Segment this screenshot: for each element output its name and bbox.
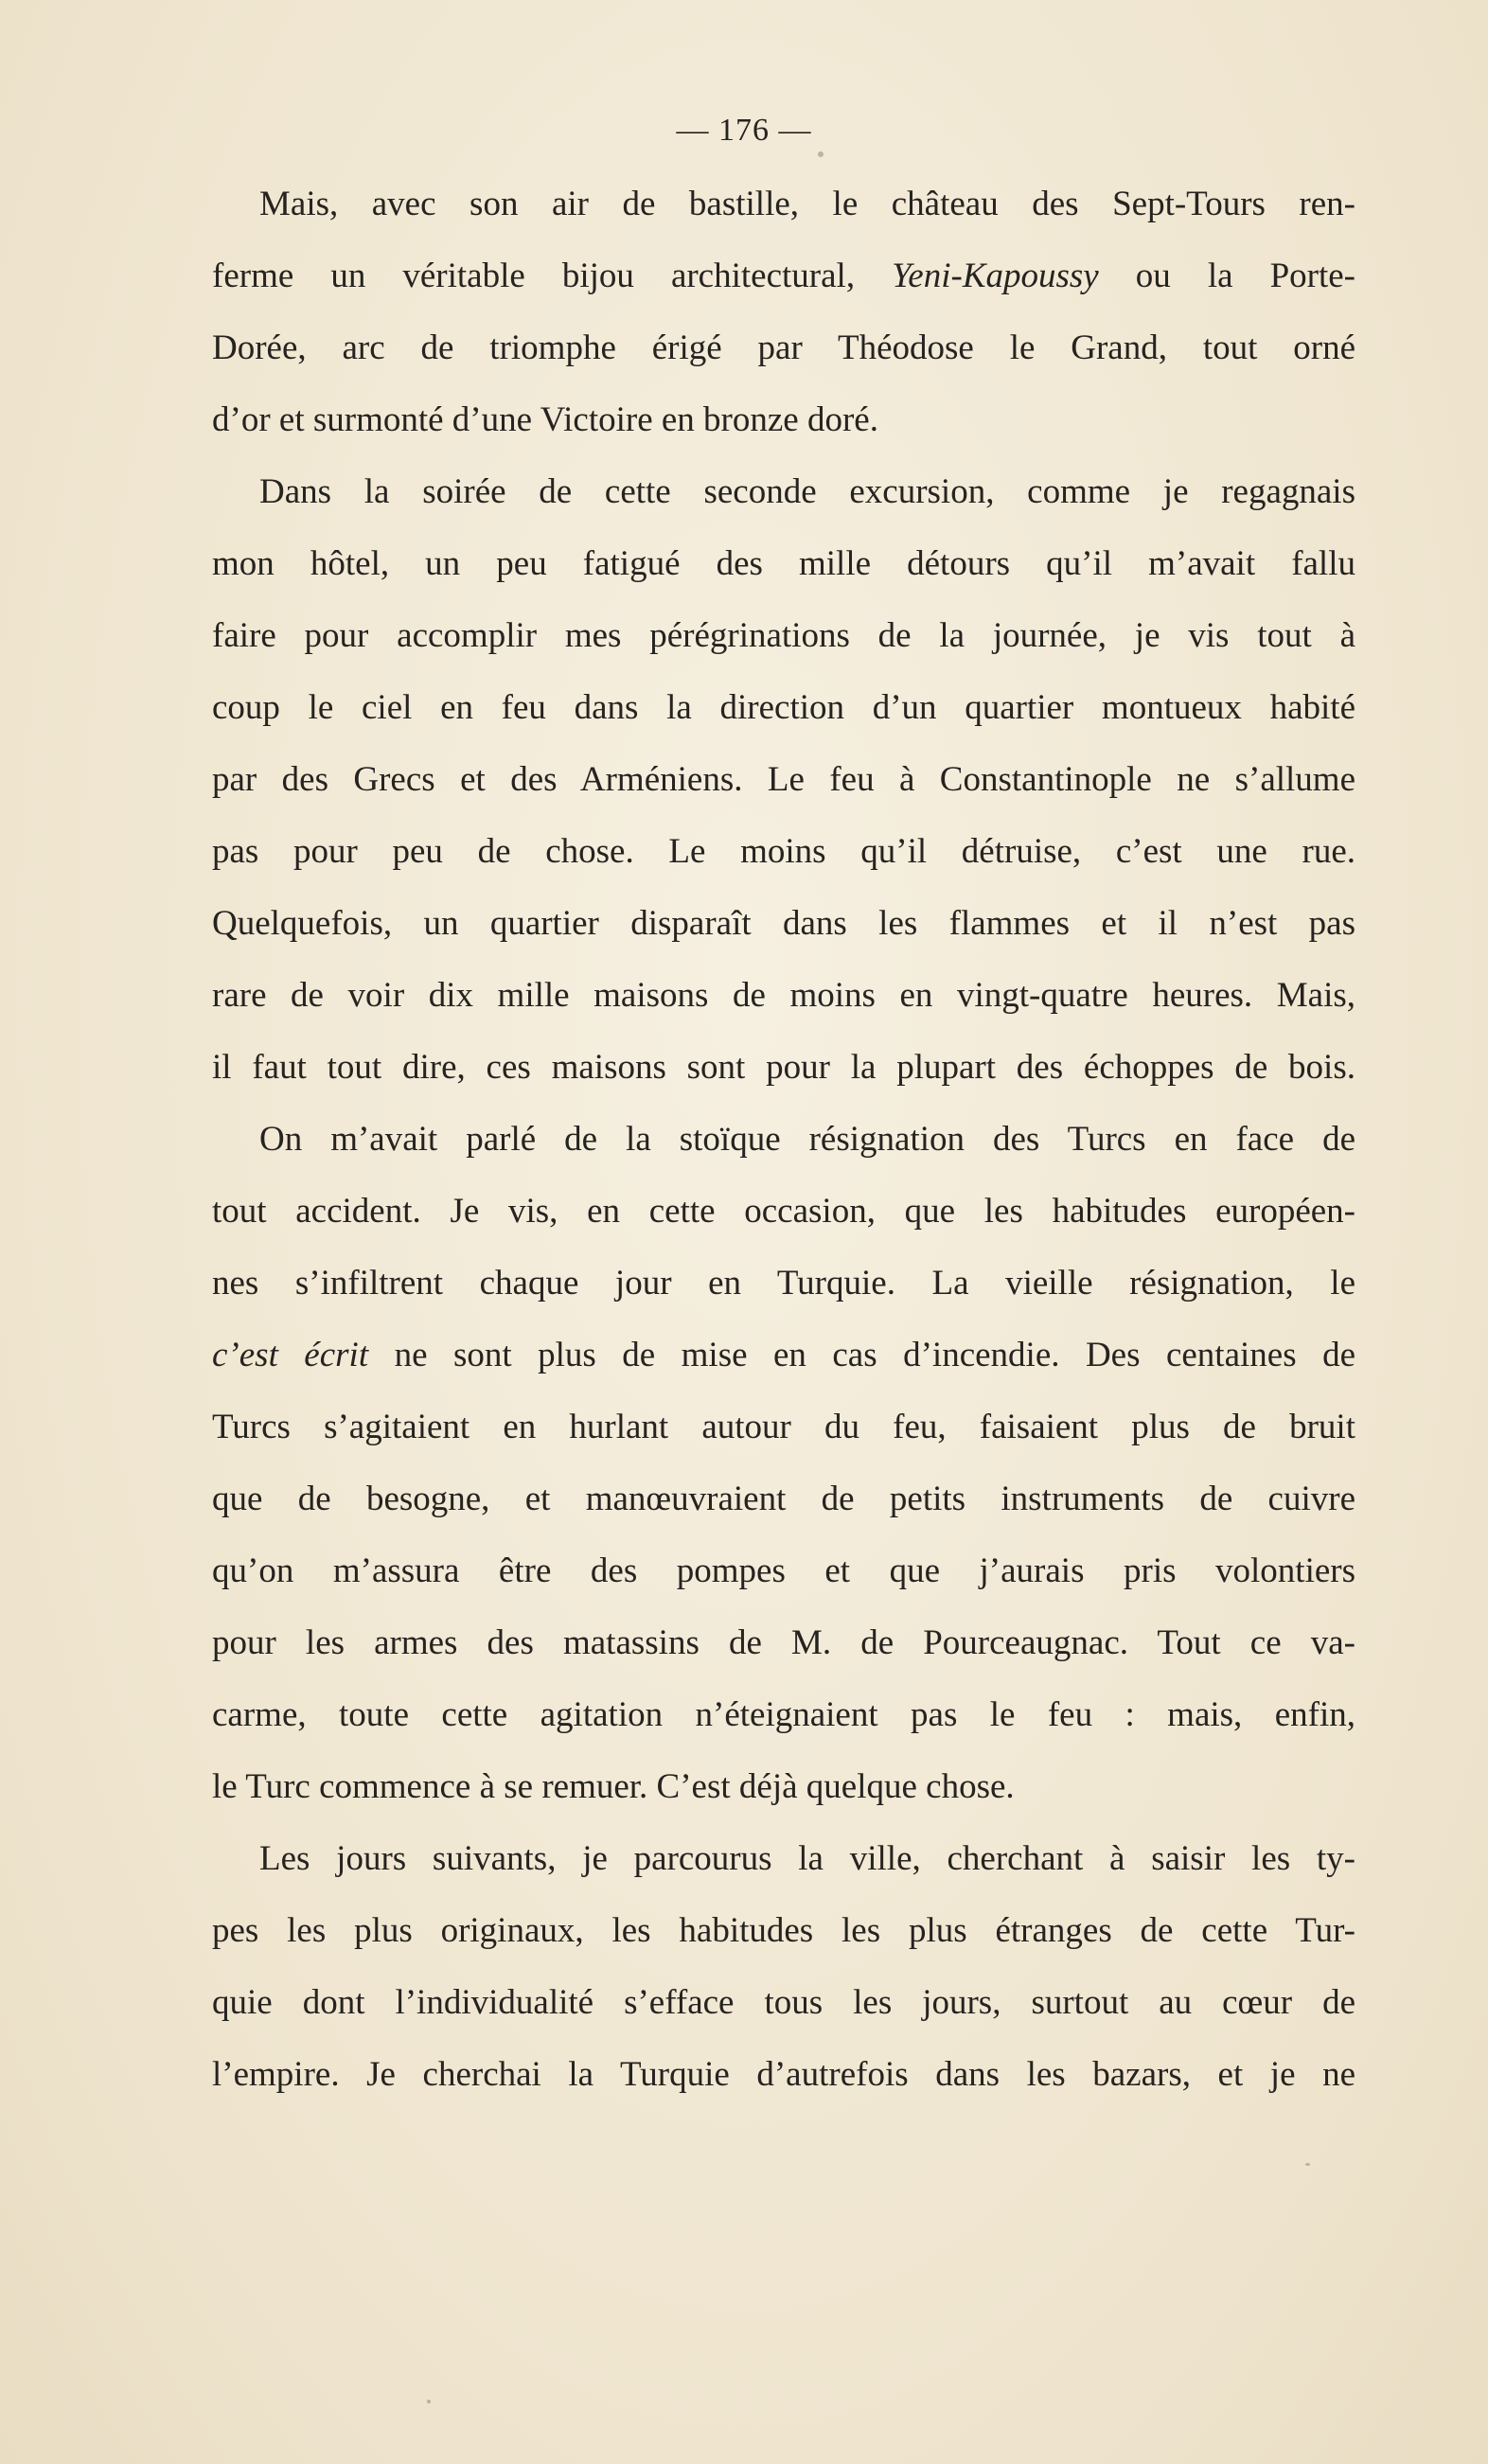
text-line: c’est écrit ne sont plus de mise en cas d’incendie. Des centaines de [212, 1336, 1355, 1374]
italic-term: Yeni-Kapoussy [892, 257, 1099, 295]
text-line: mon hôtel, un peu fatigué des mille détours qu’il m’avait fallu [212, 544, 1355, 583]
text-line: Turcs s’agitaient en hurlant autour du feu, faisaient plus de bruit [212, 1408, 1355, 1446]
text-line: quie dont l’individualité s’efface tous les jours, surtout au cœur de [212, 1983, 1355, 2022]
text-line: Dans la soirée de cette seconde excursion, comme je regagnais [259, 472, 1355, 511]
text-line: tout accident. Je vis, en cette occasion, que les habitudes européen- [212, 1192, 1355, 1231]
paper-speck [818, 151, 824, 157]
text-line: pour les armes des matassins de M. de Pourceaugnac. Tout ce va- [212, 1623, 1355, 1662]
text-line: rare de voir dix mille maisons de moins en vingt-quatre heures. Mais, [212, 976, 1355, 1015]
text-line: carme, toute cette agitation n’éteignaient pas le feu : mais, enfin, [212, 1695, 1355, 1734]
text-line: par des Grecs et des Arméniens. Le feu à Constantinople ne s’allume [212, 760, 1355, 799]
paper-speck [1305, 2163, 1310, 2166]
text-line: que de besogne, et manœuvraient de petits instruments de cuivre [212, 1480, 1355, 1518]
text-line: On m’avait parlé de la stoïque résignation des Turcs en face de [259, 1120, 1355, 1159]
paragraph [212, 1823, 1355, 2111]
page-number: — 176 — [676, 113, 812, 148]
text-line: l’empire. Je cherchai la Turquie d’autrefois dans les bazars, et je ne [212, 2055, 1355, 2094]
text-line: d’or et surmonté d’une Victoire en bronze doré. [212, 400, 878, 439]
paragraph [212, 456, 1355, 1104]
text-line: pes les plus originaux, les habitudes les plus étranges de cette Tur- [212, 1911, 1355, 1950]
text-line: coup le ciel en feu dans la direction d’un quartier montueux habité [212, 688, 1355, 727]
paragraph [212, 1104, 1355, 1823]
paragraph [212, 168, 1355, 456]
text-line: Les jours suivants, je parcourus la ville, cherchant à saisir les ty- [259, 1839, 1355, 1878]
text-line: Mais, avec son air de bastille, le château des Sept-Tours ren- [259, 185, 1355, 223]
text-line: qu’on m’assura être des pompes et que j’aurais pris volontiers [212, 1551, 1355, 1590]
text-line: pas pour peu de chose. Le moins qu’il détruise, c’est une rue. [212, 832, 1355, 871]
body-text [212, 168, 1355, 2111]
paper-speck [427, 2400, 431, 2403]
text-line: ferme un véritable bijou architectural, Yeni-Kapoussy ou la Porte- [212, 257, 1355, 295]
text-line: le Turc commence à se remuer. C’est déjà quelque chose. [212, 1767, 1015, 1806]
italic-term: c’est écrit [212, 1336, 369, 1374]
text-line: nes s’infiltrent chaque jour en Turquie. La vieille résignation, le [212, 1264, 1355, 1303]
text-line: Dorée, arc de triomphe érigé par Théodose le Grand, tout orné [212, 328, 1355, 367]
text-line: faire pour accomplir mes pérégrinations de la journée, je vis tout à [212, 616, 1355, 655]
text-line: il faut tout dire, ces maisons sont pour la plupart des échoppes de bois. [212, 1048, 1355, 1087]
text-line: Quelquefois, un quartier disparaît dans les flammes et il n’est pas [212, 904, 1355, 943]
